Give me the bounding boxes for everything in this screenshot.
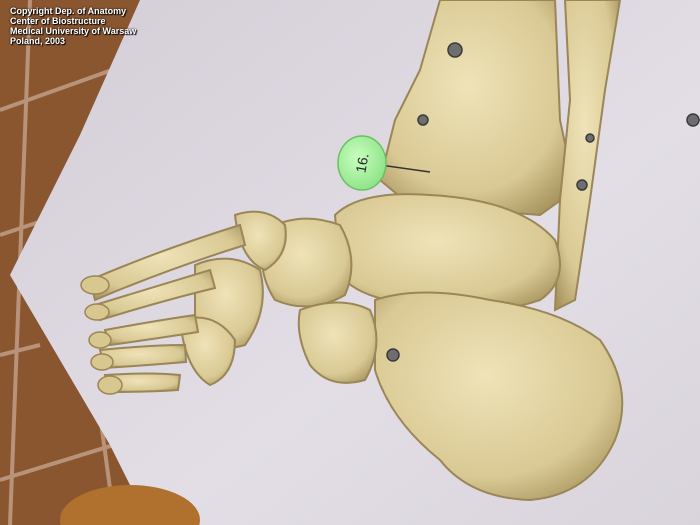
copyright-line: Center of Biostructure bbox=[10, 16, 106, 26]
copyright-line: Medical University of Warsaw bbox=[10, 26, 137, 36]
copyright-watermark bbox=[10, 6, 190, 46]
copyright-line: Copyright Dep. of Anatomy bbox=[10, 6, 127, 16]
tag-label: 16. bbox=[352, 152, 372, 174]
copyright-line: Poland, 2003 bbox=[10, 36, 66, 46]
